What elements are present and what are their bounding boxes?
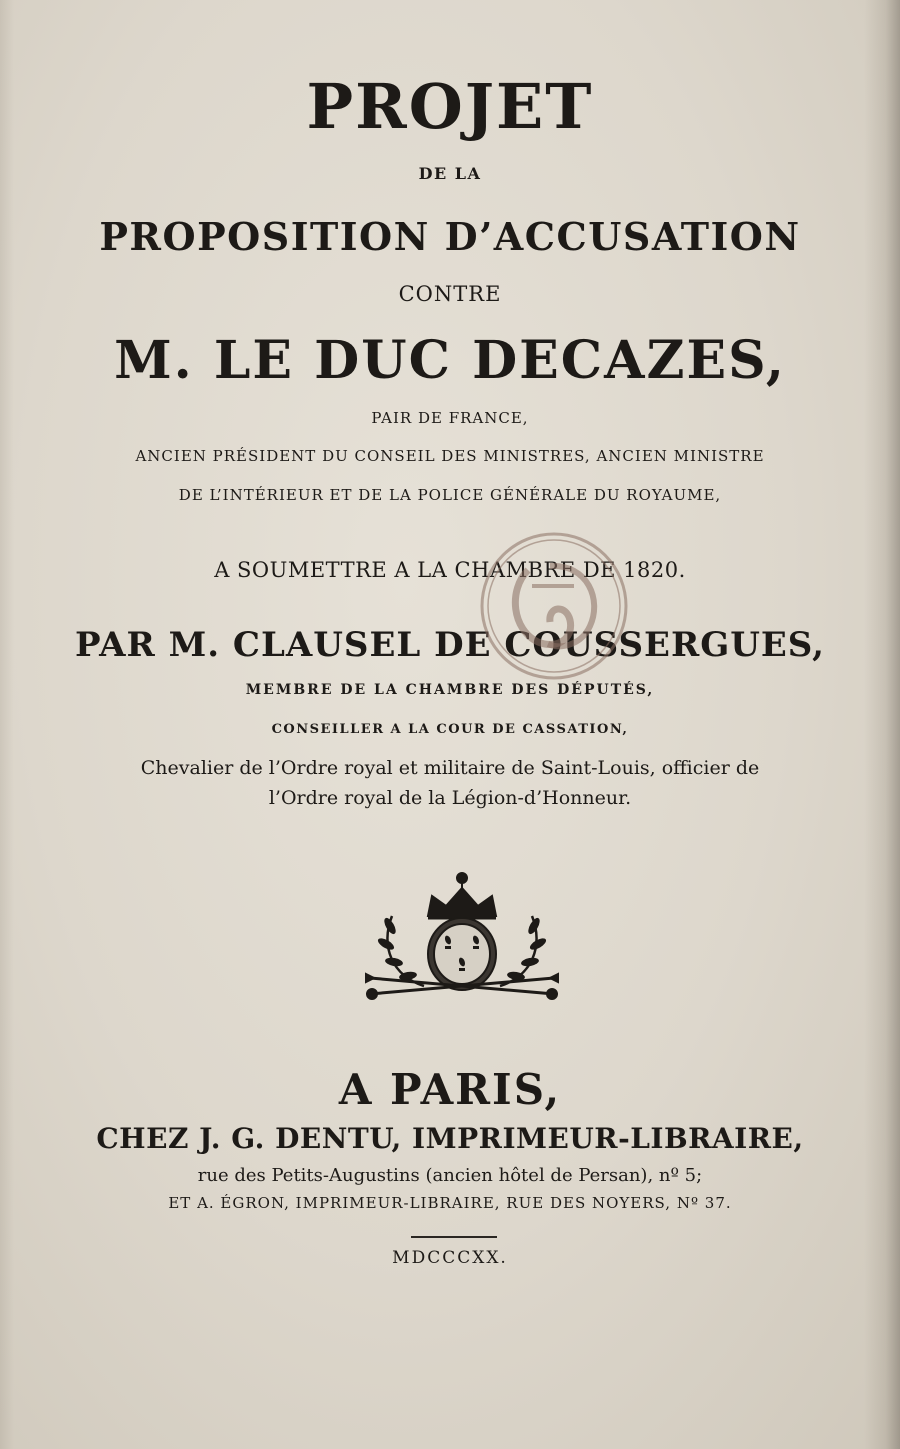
- royal-crest-fleur-de-lis-icon: [362, 866, 562, 1012]
- imprint-city: A PARIS,: [338, 1065, 562, 1114]
- divider-rule: [411, 1236, 497, 1238]
- imprint-co-publisher: ET A. ÉGRON, IMPRIMEUR-LIBRAIRE, RUE DES NOYERS, Nº 37.: [168, 1194, 732, 1212]
- imprint-address: rue des Petits-Augustins (ancien hôtel de Persan), nº 5;: [197, 1165, 703, 1186]
- publication-year: MDCCCXX.: [392, 1248, 508, 1268]
- subtitle-proposition: PROPOSITION D’ACCUSATION: [99, 214, 801, 259]
- author-name: PAR M. CLAUSEL DE COUSSERGUES,: [75, 625, 825, 665]
- author-title-line: Chevalier de l’Ordre royal et militaire de Saint-Louis, officier de: [140, 757, 760, 779]
- subject-title-line: DE L’INTÉRIEUR ET DE LA POLICE GÉNÉRALE DU ROYAUME,: [178, 486, 722, 504]
- subtitle-contre: CONTRE: [398, 282, 502, 306]
- subject-name: M. LE DUC DECAZES,: [114, 330, 786, 391]
- author-title-line: MEMBRE DE LA CHAMBRE DES DÉPUTÉS,: [245, 682, 655, 698]
- subject-title-line: PAIR DE FRANCE,: [371, 409, 529, 427]
- page-title: PROJET: [306, 70, 594, 143]
- subject-title-line: ANCIEN PRÉSIDENT DU CONSEIL DES MINISTRES, ANCIEN MINISTRE: [135, 447, 765, 465]
- library-stamp-icon: [478, 530, 630, 682]
- imprint-publisher: CHEZ J. G. DENTU, IMPRIMEUR-LIBRAIRE,: [96, 1122, 804, 1155]
- purpose-line: A SOUMETTRE A LA CHAMBRE DE 1820.: [214, 558, 686, 582]
- author-title-line: l’Ordre royal de la Légion-d’Honneur.: [268, 787, 632, 809]
- title-connector: DE LA: [418, 164, 482, 183]
- author-title-line: CONSEILLER A LA COUR DE CASSATION,: [271, 722, 629, 737]
